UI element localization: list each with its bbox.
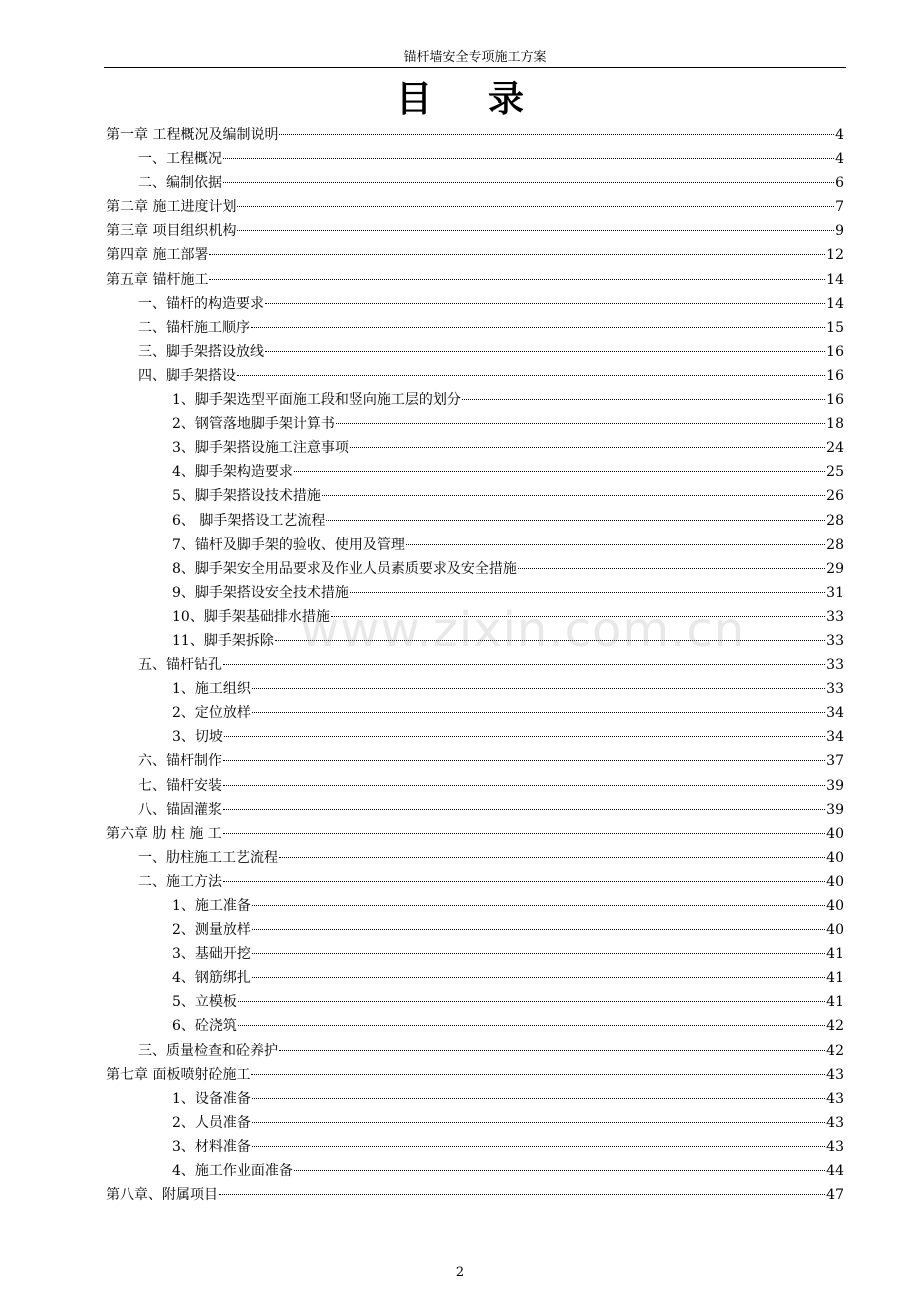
toc-leader-dots (252, 688, 825, 689)
toc-entry-label: 3、切坡 (172, 729, 223, 746)
toc-entry-page: 26 (826, 488, 844, 505)
toc-entry[interactable] (106, 364, 844, 388)
toc-leader-dots (322, 495, 825, 496)
toc-entry[interactable] (106, 123, 844, 147)
toc-entry[interactable] (106, 509, 844, 533)
toc-leader-dots (279, 1050, 825, 1051)
toc-entry-label: 1、设备准备 (172, 1090, 251, 1107)
toc-leader-dots (209, 254, 825, 255)
toc-entry-page: 41 (826, 946, 844, 963)
toc-entry-page: 47 (826, 1187, 844, 1204)
toc-leader-dots (223, 158, 834, 159)
toc-leader-dots (219, 1194, 825, 1195)
toc-leader-dots (223, 760, 825, 761)
toc-entry-page: 43 (826, 1114, 844, 1131)
toc-leader-dots (237, 375, 825, 376)
toc-leader-dots (326, 520, 825, 521)
toc-entry[interactable] (106, 725, 844, 749)
header-rule (104, 67, 846, 68)
page-number: 2 (455, 1265, 465, 1280)
toc-entry-label: 1、脚手架选型平面施工段和竖向施工层的划分 (172, 392, 461, 409)
toc-entry-label: 5、脚手架搭设技术措施 (172, 488, 321, 505)
toc-entry-label: 五、锚杆钻孔 (138, 657, 222, 674)
toc-entry[interactable] (106, 1063, 844, 1087)
toc-entry-label: 八、锚固灌浆 (138, 801, 222, 818)
toc-leader-dots (518, 568, 825, 569)
toc-entry-label: 6、 脚手架搭设工艺流程 (172, 512, 326, 529)
toc-entry[interactable] (106, 822, 844, 846)
toc-entry[interactable] (106, 894, 844, 918)
toc-leader-dots (223, 833, 825, 834)
toc-leader-dots (252, 1122, 825, 1123)
toc-entry-page: 33 (826, 608, 844, 625)
toc-entry-label: 4、脚手架构造要求 (172, 464, 293, 481)
toc-entry-page: 25 (826, 464, 844, 481)
page-title: 目录 (395, 79, 580, 120)
toc-leader-dots (350, 447, 825, 448)
toc-entry-label: 第七章 面板喷射砼施工 (106, 1066, 251, 1083)
toc-entry-page: 34 (826, 705, 844, 722)
toc-entry-page: 40 (826, 922, 844, 939)
toc-leader-dots (252, 905, 825, 906)
toc-entry-label: 二、施工方法 (138, 873, 222, 890)
toc-leader-dots (350, 592, 825, 593)
toc-entry[interactable] (106, 749, 844, 773)
toc-entry[interactable] (106, 219, 844, 243)
toc-entry-page: 28 (826, 536, 844, 553)
toc-entry[interactable] (106, 774, 844, 798)
toc-entry-label: 第二章 施工进度计划 (106, 199, 237, 216)
toc-entry[interactable] (106, 171, 844, 195)
toc-entry-page: 14 (826, 271, 844, 288)
toc-entry[interactable] (106, 557, 844, 581)
toc-leader-dots (265, 303, 825, 304)
toc-entry-page: 41 (826, 994, 844, 1011)
toc-entry-page: 33 (826, 632, 844, 649)
toc-leader-dots (462, 399, 825, 400)
toc-entry[interactable] (106, 942, 844, 966)
toc-entry[interactable] (106, 1159, 844, 1183)
toc-entry-page: 34 (826, 729, 844, 746)
toc-leader-dots (252, 953, 825, 954)
toc-entry-page: 40 (826, 898, 844, 914)
toc-leader-dots (224, 736, 825, 737)
toc-entry-label: 1、施工准备 (172, 898, 251, 914)
toc-entry-label: 二、锚杆施工顺序 (138, 319, 250, 336)
toc-entry-label: 4、钢筋绑扎 (172, 970, 251, 987)
toc-entry-page: 43 (826, 1090, 844, 1107)
toc-entry[interactable] (106, 195, 844, 219)
toc-entry[interactable] (106, 966, 844, 990)
toc-entry-label: 一、肋柱施工工艺流程 (138, 849, 278, 866)
toc-entry[interactable] (106, 1135, 844, 1159)
toc-entry[interactable] (106, 1087, 844, 1111)
toc-entry-page: 39 (826, 801, 844, 818)
toc-entry-label: 第四章 施工部署 (106, 247, 209, 264)
toc-entry-label: 第六章 肋 柱 施 工 (106, 825, 222, 842)
toc-entry-label: 2、测量放样 (172, 922, 251, 939)
toc-leader-dots (406, 544, 825, 545)
toc-entry[interactable] (106, 918, 844, 942)
toc-entry-label: 7、锚杆及脚手架的验收、使用及管理 (172, 536, 405, 553)
watermark: www.zixin.com.cn (300, 602, 746, 658)
toc-leader-dots (279, 857, 825, 858)
toc-entry-label: 四、脚手架搭设 (138, 367, 236, 384)
toc-entry[interactable] (106, 1183, 844, 1207)
toc-entry[interactable] (106, 388, 844, 412)
toc-entry-page: 43 (826, 1138, 844, 1155)
toc-entry-label: 2、人员准备 (172, 1114, 251, 1131)
toc-entry-page: 4 (835, 127, 844, 143)
toc-entry[interactable] (106, 484, 844, 508)
toc-leader-dots (251, 1074, 825, 1075)
toc-entry-label: 三、脚手架搭设放线 (138, 343, 264, 360)
toc-entry-page: 44 (826, 1163, 844, 1180)
toc-leader-dots (251, 327, 825, 328)
toc-leader-dots (223, 881, 825, 882)
toc-entry-page: 16 (826, 367, 844, 384)
toc-entry-page: 4 (835, 151, 844, 168)
toc-entry-label: 10、脚手架基础排水措施 (172, 608, 330, 625)
toc-entry-page: 43 (826, 1066, 844, 1083)
toc-entry-label: 三、质量检查和砼养护 (138, 1042, 278, 1059)
toc-entry-page: 7 (835, 199, 844, 216)
toc-entry-page: 39 (826, 777, 844, 794)
toc-entry-label: 3、材料准备 (172, 1138, 251, 1155)
toc-entry-label: 七、锚杆安装 (138, 777, 222, 794)
toc-entry-label: 3、脚手架搭设施工注意事项 (172, 440, 349, 457)
toc-entry[interactable] (106, 1014, 844, 1038)
toc-entry-label: 第三章 项目组织机构 (106, 223, 237, 240)
toc-entry[interactable] (106, 268, 844, 292)
toc-leader-dots (252, 929, 825, 930)
toc-leader-dots (223, 785, 825, 786)
toc-leader-dots (294, 1170, 825, 1171)
toc-leader-dots (252, 977, 825, 978)
toc-entry[interactable] (106, 292, 844, 316)
running-header: 锚杆墙安全专项施工方案 (403, 50, 547, 65)
toc-entry[interactable] (106, 870, 844, 894)
toc-entry[interactable] (106, 243, 844, 267)
toc-entry-label: 2、定位放样 (172, 705, 251, 722)
toc-entry[interactable] (106, 846, 844, 870)
toc-entry-page: 37 (826, 753, 844, 770)
toc-entry-page: 33 (826, 681, 844, 698)
toc-leader-dots (279, 134, 834, 135)
toc-entry[interactable] (106, 1111, 844, 1135)
toc-entry-label: 9、脚手架搭设安全技术措施 (172, 584, 349, 601)
toc-leader-dots (237, 230, 834, 231)
toc-leader-dots (252, 712, 825, 713)
toc-entry-label: 一、工程概况 (138, 151, 222, 168)
table-of-contents (106, 123, 844, 1207)
toc-leader-dots (336, 423, 825, 424)
toc-leader-dots (237, 206, 834, 207)
toc-entry-label: 5、立模板 (172, 994, 237, 1011)
toc-entry[interactable] (106, 701, 844, 725)
toc-entry-page: 40 (826, 873, 844, 890)
toc-entry[interactable] (106, 436, 844, 460)
toc-entry[interactable] (106, 1039, 844, 1063)
toc-leader-dots (252, 1146, 825, 1147)
toc-entry-label: 2、钢管落地脚手架计算书 (172, 416, 335, 433)
toc-leader-dots (223, 809, 825, 810)
toc-leader-dots (209, 279, 825, 280)
toc-entry[interactable] (106, 316, 844, 340)
toc-entry-label: 六、锚杆制作 (138, 753, 222, 770)
toc-entry-page: 40 (826, 849, 844, 866)
toc-leader-dots (223, 182, 834, 183)
toc-entry-page: 6 (835, 175, 844, 192)
toc-entry[interactable] (106, 340, 844, 364)
toc-entry[interactable] (106, 533, 844, 557)
toc-entry-page: 40 (826, 825, 844, 842)
toc-entry-page: 28 (826, 512, 844, 529)
toc-entry-page: 16 (826, 343, 844, 360)
toc-entry-label: 第八章、附属项目 (106, 1187, 218, 1204)
toc-leader-dots (252, 1098, 825, 1099)
toc-entry-label: 第五章 锚杆施工 (106, 271, 209, 288)
toc-entry-page: 33 (826, 657, 844, 674)
toc-entry[interactable] (106, 147, 844, 171)
toc-entry-page: 41 (826, 970, 844, 987)
toc-entry-page: 31 (826, 584, 844, 601)
toc-entry[interactable] (106, 677, 844, 701)
toc-entry-label: 二、编制依据 (138, 175, 222, 192)
toc-entry-page: 42 (826, 1042, 844, 1059)
toc-entry-label: 4、施工作业面准备 (172, 1163, 293, 1180)
toc-entry-page: 14 (826, 295, 844, 312)
toc-entry-page: 24 (826, 440, 844, 457)
toc-entry[interactable] (106, 990, 844, 1014)
toc-entry-label: 8、脚手架安全用品要求及作业人员素质要求及安全措施 (172, 560, 517, 577)
toc-entry-page: 16 (826, 392, 844, 409)
toc-entry[interactable] (106, 798, 844, 822)
toc-entry-label: 一、锚杆的构造要求 (138, 295, 264, 312)
toc-entry-label: 第一章 工程概况及编制说明 (106, 127, 279, 143)
toc-entry[interactable] (106, 460, 844, 484)
toc-leader-dots (294, 471, 825, 472)
toc-entry-page: 15 (826, 319, 844, 336)
toc-leader-dots (223, 664, 825, 665)
toc-leader-dots (238, 1001, 825, 1002)
toc-entry-page: 42 (826, 1018, 844, 1035)
toc-leader-dots (265, 351, 825, 352)
toc-entry-page: 29 (826, 560, 844, 577)
toc-entry-label: 6、砼浇筑 (172, 1018, 237, 1035)
toc-leader-dots (238, 1025, 825, 1026)
toc-entry-page: 18 (826, 416, 844, 433)
toc-entry[interactable] (106, 412, 844, 436)
toc-entry-label: 1、施工组织 (172, 681, 251, 698)
toc-entry-page: 12 (826, 247, 844, 264)
toc-entry-label: 11、脚手架拆除 (172, 632, 274, 649)
toc-entry-label: 3、基础开挖 (172, 946, 251, 963)
toc-entry-page: 9 (835, 223, 844, 240)
